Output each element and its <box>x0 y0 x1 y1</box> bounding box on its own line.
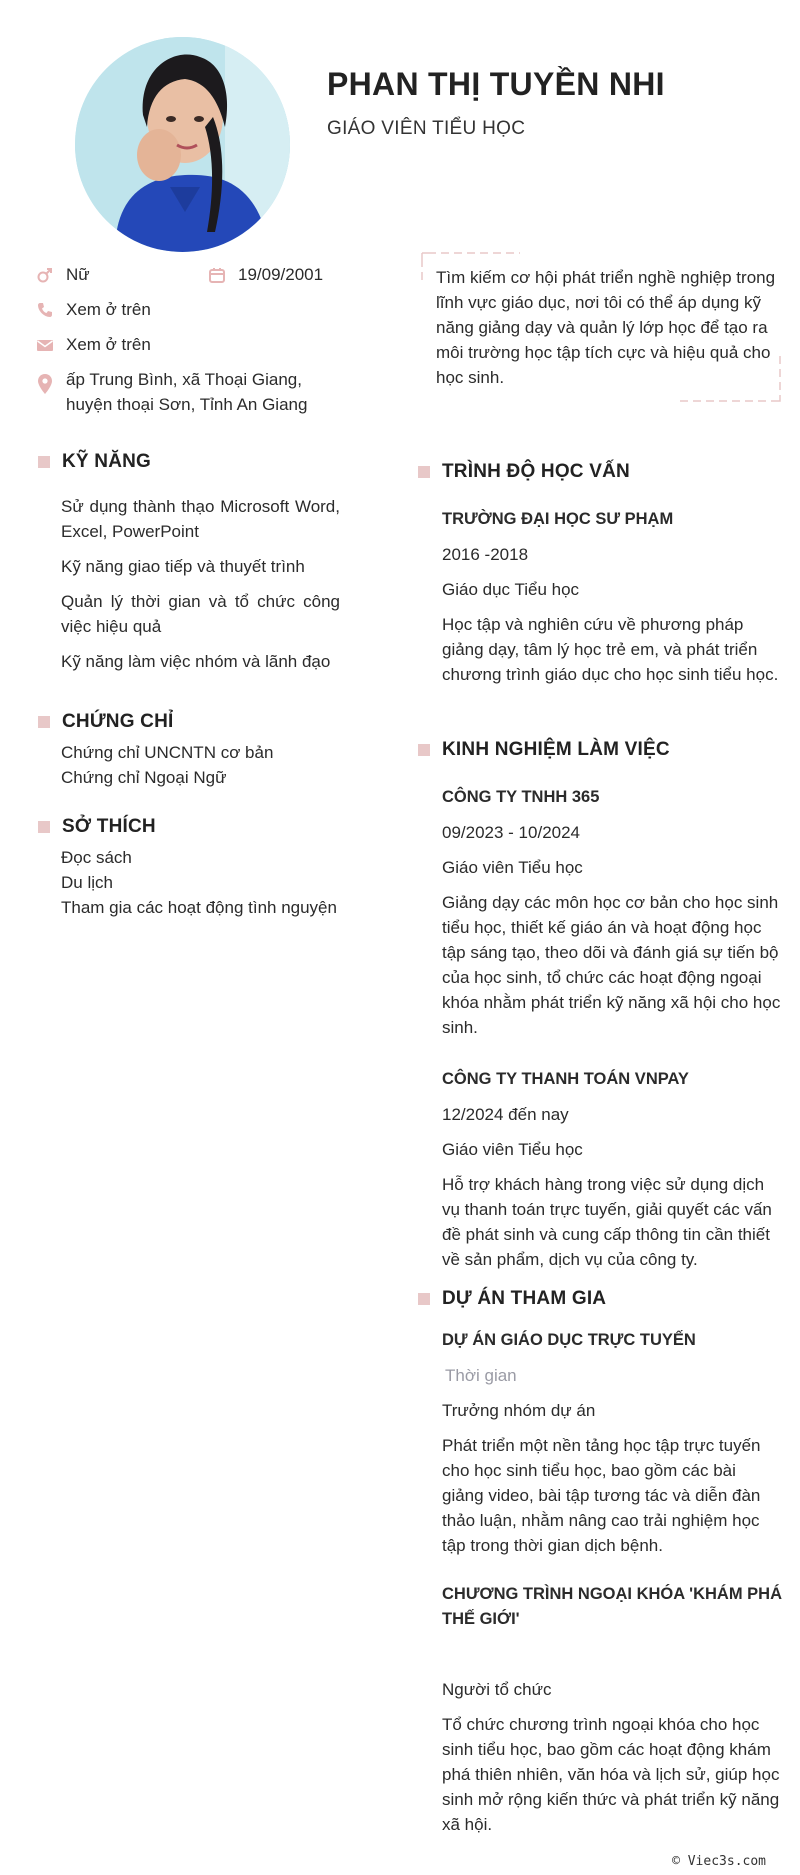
certificates-heading <box>38 711 174 733</box>
birthday-group <box>208 262 323 287</box>
job-role: Giáo viên Tiểu học <box>442 858 583 877</box>
experience-entry <box>442 1067 782 1272</box>
project-entry <box>442 1328 782 1558</box>
avatar <box>75 37 290 252</box>
projects-title: DỰ ÁN THAM GIA <box>442 1288 607 1309</box>
project-entry <box>442 1582 782 1837</box>
certificates-list <box>61 740 340 790</box>
gender-birthday-row <box>36 262 356 287</box>
career-objective <box>420 251 782 403</box>
hobbies-title: SỞ THÍCH <box>62 816 156 837</box>
project-description: Phát triển một nền tảng học tập trực tuyến cho học sinh tiểu học, bao gồm các bài giảng video, bài tập tương tác và diễn đàn thảo luận, nhằm nâng cao trải nghiệm học tập trong thời gian dịch bệnh. <box>442 1436 761 1555</box>
phone-icon <box>36 297 56 322</box>
project-role: Trưởng nhóm dự án <box>442 1401 596 1420</box>
project-role: Người tổ chức <box>442 1680 552 1699</box>
objective-text: Tìm kiếm cơ hội phát triển nghề nghiệp trong lĩnh vực giáo dục, nơi tôi có thể áp dụng kỹ năng giảng dạy và quản lý lớp học để tạo ra môi trường học tập tích cực và hiệu quả cho học sinh. <box>436 268 776 387</box>
project-period: Thời gian <box>445 1366 517 1385</box>
address-row <box>36 367 356 417</box>
skills-title: KỸ NĂNG <box>62 451 152 472</box>
education-entry <box>442 507 782 687</box>
hobby-item: Đọc sách <box>61 848 132 867</box>
phone-value: Xem ở trên <box>66 300 151 319</box>
section-marker <box>38 821 50 833</box>
job-period: 09/2023 - 10/2024 <box>442 823 581 842</box>
footer-credit: © Viec3s.com <box>672 1854 766 1869</box>
job-description: Giảng dạy các môn học cơ bản cho học sinh tiểu học, thiết kế giáo án và hoạt động học tập sáng tạo, theo dõi và đánh giá sự tiến bộ của học sinh, tổ chức các hoạt động ngoại khóa nhằm phát triển kỹ năng xã hội cho học sinh. <box>442 893 781 1037</box>
job-description: Hỗ trợ khách hàng trong việc sử dụng dịch vụ thanh toán trực tuyến, giải quyết các vấn đề phát sinh và cung cấp thông tin cần thiết về sản phẩm, dịch vụ của công ty. <box>442 1175 772 1269</box>
hobby-item: Tham gia các hoạt động tình nguyện <box>61 898 337 917</box>
phone-row <box>36 297 356 322</box>
skill-item: Quản lý thời gian và tổ chức công việc hiệu quả <box>61 592 340 636</box>
section-marker <box>418 1293 430 1305</box>
mail-icon <box>36 332 56 357</box>
skill-item: Kỹ năng làm việc nhóm và lãnh đạo <box>61 652 331 671</box>
section-marker <box>418 466 430 478</box>
gender-icon <box>36 262 56 287</box>
skills-heading <box>38 451 151 473</box>
experience-title: KINH NGHIỆM LÀM VIỆC <box>442 739 670 760</box>
project-name: DỰ ÁN GIÁO DỤC TRỰC TUYẾN <box>442 1331 696 1349</box>
experience-heading <box>418 739 670 761</box>
certificates-title: CHỨNG CHỈ <box>62 711 174 732</box>
birthday-value: 19/09/2001 <box>238 265 324 284</box>
education-description: Học tập và nghiên cứu về phương pháp giảng dạy, tâm lý học trẻ em, và phát triển chương trình giáo dục cho học sinh tiểu học. <box>442 615 779 684</box>
candidate-name: PHAN THỊ TUYỀN NHI <box>327 66 665 102</box>
skill-item: Sử dụng thành thạo Microsoft Word, Excel, PowerPoint <box>61 497 340 541</box>
contact-info <box>36 262 356 427</box>
education-period: 2016 -2018 <box>442 545 529 564</box>
skill-item: Kỹ năng giao tiếp và thuyết trình <box>61 557 305 576</box>
skills-list <box>61 494 340 684</box>
company-name: CÔNG TY TNHH 365 <box>442 788 600 806</box>
hobbies-list <box>61 845 340 920</box>
project-name: CHƯƠNG TRÌNH NGOẠI KHÓA 'KHÁM PHÁ THẾ GIỚI' <box>442 1585 782 1628</box>
address-value: ấp Trung Bình, xã Thoại Giang, huyện thoại Sơn, Tỉnh An Giang <box>66 370 308 414</box>
location-pin-icon <box>36 367 56 401</box>
job-period: 12/2024 đến nay <box>442 1105 569 1124</box>
school-name: TRƯỜNG ĐẠI HỌC SƯ PHẠM <box>442 510 674 528</box>
education-title: TRÌNH ĐỘ HỌC VẤN <box>442 461 630 482</box>
job-title: GIÁO VIÊN TIỂU HỌC <box>327 118 526 139</box>
projects-heading <box>418 1288 606 1310</box>
job-role: Giáo viên Tiểu học <box>442 1140 583 1159</box>
email-row <box>36 332 356 357</box>
calendar-icon <box>208 262 228 287</box>
hobby-item: Du lịch <box>61 873 113 892</box>
section-marker <box>418 744 430 756</box>
certificate-item: Chứng chỉ Ngoại Ngữ <box>61 768 227 787</box>
hobbies-heading <box>38 816 156 838</box>
experience-entry <box>442 785 782 1040</box>
section-marker <box>38 456 50 468</box>
gender-value: Nữ <box>66 265 90 284</box>
project-description: Tổ chức chương trình ngoại khóa cho học sinh tiểu học, bao gồm các hoạt động khám phá thiên nhiên, văn hóa và lịch sử, giúp học sinh mở rộng kiến thức và phát triển kỹ năng xã hội. <box>442 1715 780 1834</box>
education-major: Giáo dục Tiểu học <box>442 580 580 599</box>
email-value: Xem ở trên <box>66 335 151 354</box>
education-heading <box>418 461 630 483</box>
section-marker <box>38 716 50 728</box>
certificate-item: Chứng chỉ UNCNTN cơ bản <box>61 743 274 762</box>
company-name: CÔNG TY THANH TOÁN VNPAY <box>442 1070 689 1088</box>
